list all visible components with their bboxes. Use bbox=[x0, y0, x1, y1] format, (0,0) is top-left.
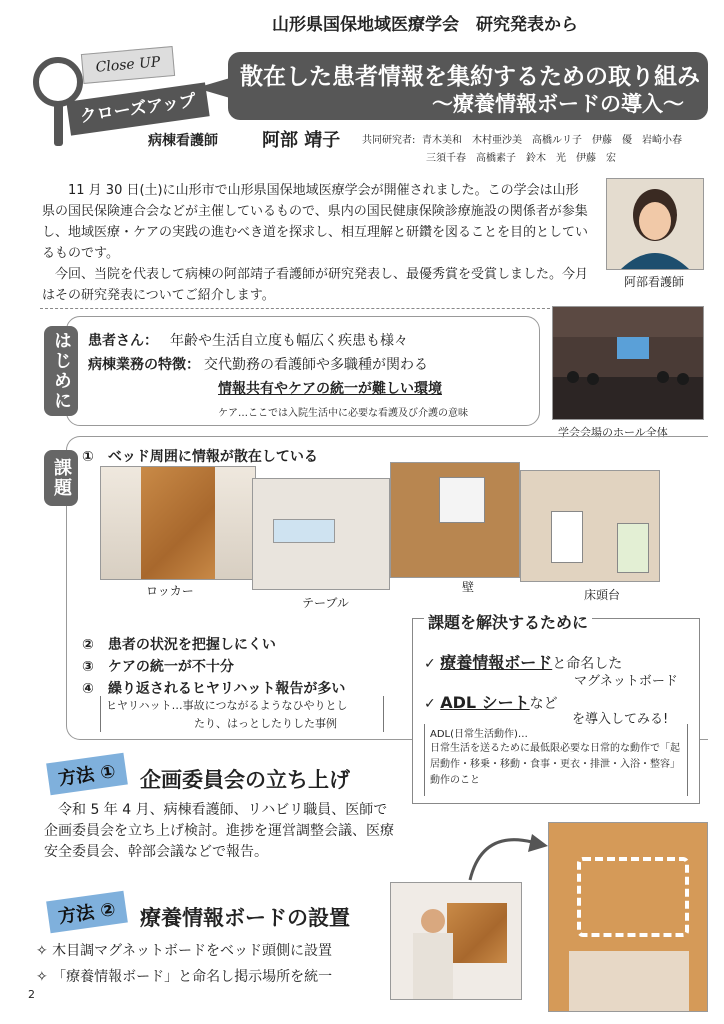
author-role: 病棟看護師 bbox=[148, 133, 218, 149]
environment-text: 情報共有やケアの統一が難しい環境 bbox=[218, 381, 442, 397]
table-caption: テーブル bbox=[302, 596, 349, 610]
intro-paragraph-1: 11 月 30 日(土)に山形市で山形県国保地域医療学会が開催されました。この学会は山形県の国民保険連合会などが主催しているもので、県内の国民健康保険診療施設の関係者が参集し、地域医療・ケアの実践の進むべき道を探求し、相互理解と研鑽を図ることを目的としているものです。 bbox=[42, 183, 589, 261]
coauthors-line1: 青木美和 木村亜沙美 高橋ルリ子 伊藤 優 岩崎小春 bbox=[422, 135, 682, 146]
bedside-table-photo bbox=[520, 470, 660, 582]
issue-4: ④ 繰り返されるヒヤリハット報告が多い bbox=[82, 681, 346, 697]
ward-text: 交代勤務の看護師や多職種が関わる bbox=[204, 357, 428, 373]
patients-text: 年齢や生活自立度も幅広く疾患も様々 bbox=[170, 333, 408, 349]
issue-1: ① ベッド周囲に情報が散在している bbox=[82, 449, 318, 465]
portrait-caption: 阿部看護師 bbox=[624, 275, 685, 289]
bedside-table-caption: 床頭台 bbox=[584, 588, 621, 602]
method-1-badge: 方法 ① bbox=[46, 753, 127, 795]
locker-photo bbox=[100, 466, 256, 580]
patients-label: 患者さん： bbox=[88, 333, 158, 349]
method-2-bullet-2: ✧ 「療養情報ボード」と命名し掲示場所を統一 bbox=[36, 969, 333, 985]
hiyari-note-2: たり、はっとしたりした事例 bbox=[194, 717, 337, 730]
hall-photo bbox=[552, 306, 704, 420]
check-2-rest: など bbox=[529, 696, 558, 712]
source-heading: 山形県国保地域医療学会 研究発表から bbox=[272, 15, 578, 35]
divider bbox=[40, 308, 560, 309]
page-subtitle: 〜療養情報ボードの導入〜 bbox=[432, 92, 684, 116]
issue-2: ② 患者の状況を把握しにくい bbox=[82, 637, 276, 653]
closeup-tag: Close UP bbox=[81, 46, 175, 84]
wall-photo bbox=[390, 462, 520, 578]
issue-3: ③ ケアの統一が不十分 bbox=[82, 659, 234, 675]
author-name: 阿部 靖子 bbox=[262, 130, 341, 151]
method-2-badge: 方法 ② bbox=[46, 891, 127, 933]
ward-label: 病棟業務の特徴： bbox=[88, 357, 200, 373]
check-icon: ✓ bbox=[424, 656, 441, 672]
check-1-line2: マグネットボード bbox=[574, 674, 678, 689]
coauthors-label: 共同研究者: bbox=[362, 135, 416, 146]
check-2-main: ADL シート bbox=[440, 693, 530, 712]
table-photo bbox=[252, 478, 390, 590]
title-banner-pointer bbox=[196, 78, 230, 98]
kadai-tab: 課題 bbox=[44, 450, 78, 506]
portrait-photo bbox=[606, 178, 704, 270]
closeup-label: クローズアップ bbox=[66, 82, 209, 135]
solution-heading: 課題を解決するために bbox=[424, 610, 592, 633]
board-install-photo bbox=[390, 882, 522, 1000]
curved-arrow-icon bbox=[462, 822, 552, 882]
check-1-main: 療養情報ボード bbox=[440, 653, 553, 672]
check-2 bbox=[424, 690, 558, 713]
hajimeni-tab: はじめに bbox=[44, 326, 78, 416]
wall-caption: 壁 bbox=[462, 580, 475, 594]
check-2-line2: を導入してみる! bbox=[572, 712, 669, 727]
adl-title: ADL(日常生活動作)… bbox=[430, 729, 528, 740]
intro-paragraph-2: 今回、当院を代表して病棟の阿部靖子看護師が研究発表し、最優秀賞を受賞しました。今月はその研究発表についてご紹介します。 bbox=[42, 267, 589, 303]
page-title: 散在した患者情報を集約するための取り組み bbox=[240, 64, 700, 90]
method-2-bullet-1: ✧ 木目調マグネットボードをベッド頭側に設置 bbox=[36, 943, 333, 959]
method-1-title: 企画委員会の立ち上げ bbox=[140, 768, 350, 792]
locker-caption: ロッカー bbox=[146, 584, 194, 598]
check-1-rest: と命名した bbox=[552, 656, 623, 672]
adl-body: 日常生活を送るために最低限必要な日常的な動作で「起居動作・移乗・移動・食事・更衣・排泄・入浴・整容」動作のこと bbox=[430, 743, 680, 786]
hiyari-note-1: ヒヤリハット…事故につながるようなひやりとし bbox=[106, 699, 348, 712]
care-note: ケア…ここでは入院生活中に必要な看護及び介護の意味 bbox=[218, 408, 468, 419]
method-1-body: 令和 5 年 4 月、病棟看護師、リハビリ職員、医師で企画委員会を立ち上げ検討。進捗を運営調整会議、医療安全委員会、幹部会議などで報告。 bbox=[44, 802, 394, 860]
hall-caption: 学会会場のホール全体 bbox=[558, 426, 668, 439]
page-number: 2 bbox=[28, 988, 35, 1001]
coauthors-line2: 三須千春 高橋素子 鈴木 光 伊藤 宏 bbox=[426, 153, 616, 164]
method-2-title: 療養情報ボードの設置 bbox=[140, 906, 350, 930]
board-installed-photo bbox=[548, 822, 708, 1012]
check-icon: ✓ bbox=[424, 696, 441, 712]
